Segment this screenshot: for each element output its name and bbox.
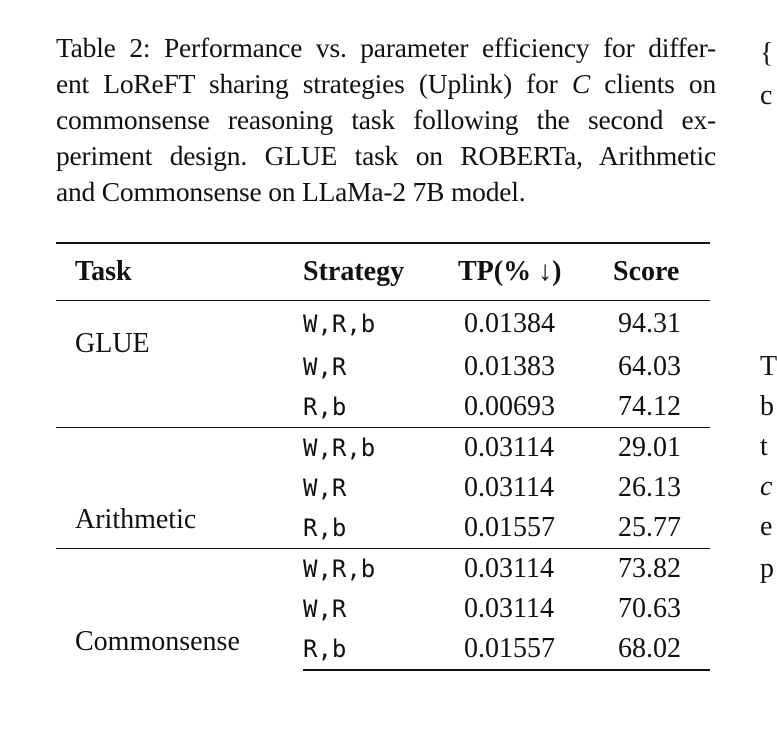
strategy-cell: R,b xyxy=(303,629,458,670)
table-row xyxy=(56,387,710,428)
header-row xyxy=(56,243,710,301)
table-row xyxy=(56,549,710,590)
adjacent-column-fragment: c xyxy=(760,471,773,502)
caption-math-var: C xyxy=(571,68,591,99)
table-row xyxy=(56,301,710,348)
tp-cell: 0.03114 xyxy=(458,549,613,590)
strategy-cell: W,R xyxy=(303,353,347,381)
empty-cell xyxy=(56,549,303,590)
score-cell: 94.31 xyxy=(618,308,681,339)
score-cell: 74.12 xyxy=(618,391,681,422)
tp-cell: 0.01384 xyxy=(464,308,555,339)
adjacent-column-fragment: { xyxy=(760,38,774,69)
tp-cell: 0.01557 xyxy=(458,629,613,670)
strategy-cell: W,R,b xyxy=(303,549,458,590)
header-strategy: Strategy xyxy=(303,243,458,301)
strategy-cell: W,R xyxy=(303,474,347,502)
table-caption xyxy=(56,30,716,210)
caption-line: periment design. GLUE task on ROBERTa, Arithmetic xyxy=(56,140,716,171)
adjacent-column-fragment: t xyxy=(760,431,768,462)
empty-cell xyxy=(56,428,303,469)
caption-line xyxy=(56,66,716,102)
results-table xyxy=(56,242,710,671)
table-row xyxy=(56,468,710,508)
task-cell: Arithmetic xyxy=(75,504,197,535)
strategy-cell: R,b xyxy=(303,393,347,421)
score-cell: 70.63 xyxy=(618,593,681,624)
header-tp: TP(% ↓) xyxy=(458,243,613,301)
strategy-cell: R,b xyxy=(303,514,347,542)
table-row xyxy=(56,428,710,469)
score-cell: 64.03 xyxy=(618,351,681,382)
score-cell: 26.13 xyxy=(618,472,681,503)
task-cell: GLUE xyxy=(75,328,150,359)
tp-cell: 0.00693 xyxy=(464,391,555,422)
caption-line: and Commonsense on LLaMa-2 7B model. xyxy=(56,176,526,207)
tp-cell: 0.03114 xyxy=(464,593,554,624)
caption-line: Table 2: Performance vs. parameter efficiency for differ- xyxy=(56,32,716,63)
caption-text: clients on xyxy=(590,68,717,99)
tp-cell: 0.03114 xyxy=(458,428,613,469)
tp-cell: 0.01383 xyxy=(464,351,555,382)
adjacent-column-fragment: c xyxy=(760,80,773,111)
header-task: Task xyxy=(56,243,303,301)
score-cell: 73.82 xyxy=(613,549,710,590)
caption-text: ent LoReFT sharing strategies (Uplink) for xyxy=(56,68,572,99)
tp-cell: 0.01557 xyxy=(464,512,555,543)
strategy-cell: W,R xyxy=(303,595,347,623)
header-score: Score xyxy=(613,243,710,301)
score-cell: 29.01 xyxy=(613,428,710,469)
adjacent-column-fragment: b xyxy=(760,391,774,422)
strategy-cell: W,R,b xyxy=(303,428,458,469)
table-row xyxy=(56,589,710,629)
adjacent-column-fragment: e xyxy=(760,511,773,542)
caption-line: commonsense reasoning task following the second ex- xyxy=(56,104,716,135)
task-cell: Commonsense xyxy=(75,626,240,657)
score-cell: 68.02 xyxy=(613,629,710,670)
score-cell: 25.77 xyxy=(618,512,681,543)
adjacent-column-fragment: T xyxy=(760,351,777,382)
strategy-cell: W,R,b xyxy=(303,310,376,338)
empty-cell xyxy=(56,387,303,428)
tp-cell: 0.03114 xyxy=(464,472,554,503)
adjacent-column-fragment: p xyxy=(760,553,774,584)
